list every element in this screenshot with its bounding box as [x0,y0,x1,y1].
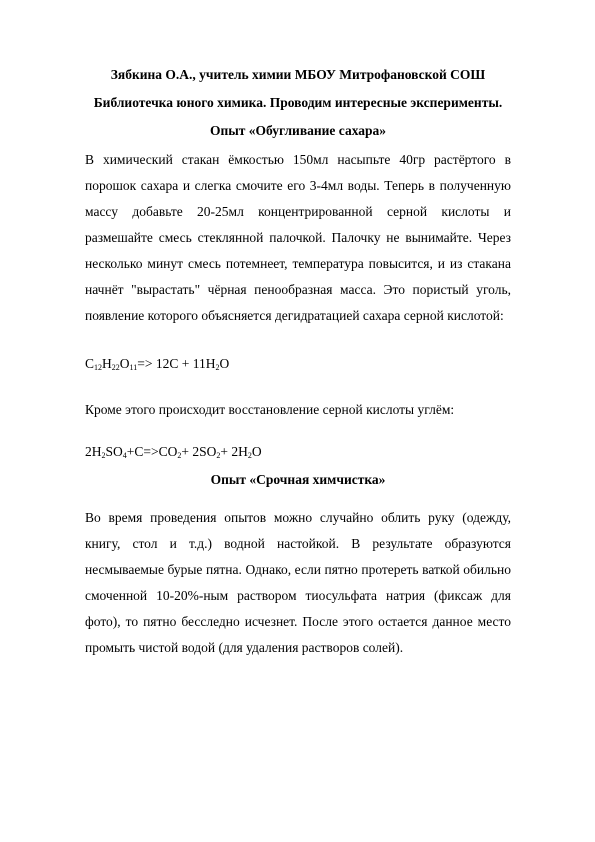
eq1-part: O [219,356,230,371]
eq2-part: + 2SO [181,444,217,459]
eq1-subscript: 12 [94,363,103,372]
eq1-subscript: 11 [129,363,138,372]
equation-sugar-dehydration [85,351,511,377]
eq2-part: 2H [85,444,102,459]
document-content [85,66,511,661]
eq1-part: O [119,356,130,371]
eq1-part: H [102,356,112,371]
experiment1-note: Кроме этого происходит восстановление серной кислоты углём: [85,402,455,417]
eq2-part: SO [105,444,123,459]
author-line: Зябкина О.А., учитель химии МБОУ Митрофановской СОШ [110,67,486,82]
eq2-subscript: 2 [216,451,221,460]
eq2-part: + 2H [220,444,248,459]
eq1-part: C [85,356,95,371]
eq1-part: => 12C + 11H [137,356,216,371]
experiment2-paragraph: Во время проведения опытов можно случайно облить руку (одежду, книгу, стол и т.д.) водной настойкой. В результате образуются несмываемые бурые пятна. Однако, если пятно протереть ваткой обильно смоченной 10-20%-ным раствором тиосульфата натрия (фиксаж для фото), то пятно бесследно исчезнет. После этого остается данное место промыть чистой водой (для удаления растворов солей). [85,510,511,655]
eq2-subscript: 2 [247,451,252,460]
eq1-subscript: 2 [215,363,220,372]
experiment1-paragraph: В химический стакан ёмкостью 150мл насыпьте 40гр растёртого в порошок сахара и слегка смочите его 3-4мл воды. Теперь в полученную массу добавьте 20-25мл концентрированной серной кислоты и размешайте смесь стеклянной палочкой. Палочку не вынимайте. Через несколько минут смесь потемнеет, температура повысится, и из стакана начнёт "вырастать" чёрная пенообразная масса. Это пористый уголь, появление которого объясняется дегидратацией сахара серной кислотой: [85,152,511,323]
eq2-part: O [251,444,262,459]
experiment1-title: Опыт «Обугливание сахара» [209,123,387,138]
experiment2-title: Опыт «Срочная химчистка» [210,472,386,487]
eq2-part: +C=>CO [126,444,178,459]
equation-acid-reduction [85,439,511,465]
eq1-subscript: 22 [111,363,120,372]
eq2-subscript: 2 [177,451,182,460]
eq2-subscript: 2 [101,451,106,460]
eq2-subscript: 4 [122,451,127,460]
series-title: Библиотечка юного химика. Проводим интересные эксперименты. [93,95,503,110]
